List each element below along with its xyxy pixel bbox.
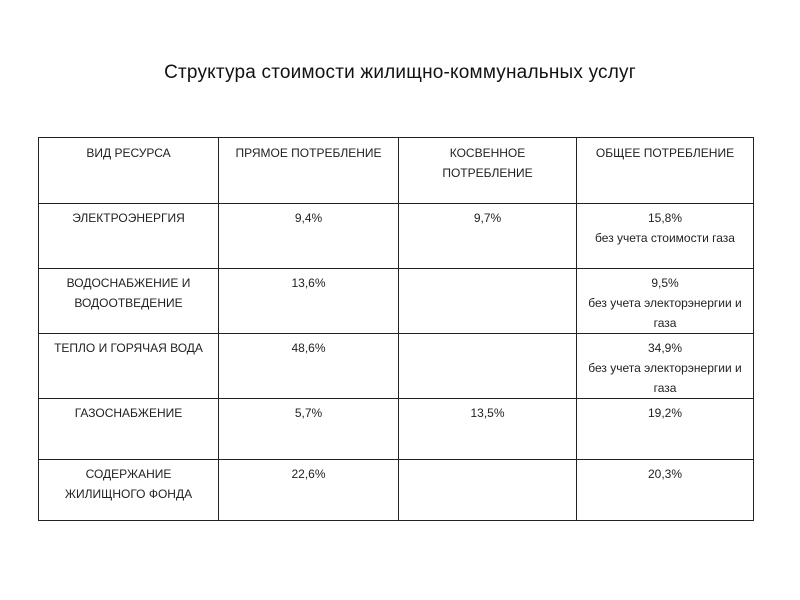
cell-direct: 13,6% [219, 269, 399, 334]
cell-total [577, 269, 754, 334]
cell-resource: СОДЕРЖАНИЕ ЖИЛИЩНОГО ФОНДА [39, 460, 219, 521]
cell-total-value: 20,3% [647, 467, 683, 481]
header-direct-consumption: ПРЯМОЕ ПОТРЕБЛЕНИЕ [219, 138, 399, 204]
cost-structure-table [38, 137, 754, 521]
cell-indirect [399, 269, 577, 334]
cell-direct: 5,7% [219, 399, 399, 460]
cell-total [577, 460, 754, 521]
cell-total [577, 334, 754, 399]
cell-total-value: 19,2% [647, 406, 683, 420]
cell-direct: 9,4% [219, 204, 399, 269]
cell-indirect [399, 334, 577, 399]
table-row [39, 269, 754, 334]
cell-total-value: 9,5% [651, 276, 679, 290]
cell-resource: ВОДОСНАБЖЕНИЕ И ВОДООТВЕДЕНИЕ [39, 269, 219, 334]
table-header-row [39, 138, 754, 204]
cell-total [577, 204, 754, 269]
header-total-consumption: ОБЩЕЕ ПОТРЕБЛЕНИЕ [577, 138, 754, 204]
cell-total-value: 34,9% [647, 341, 683, 355]
cell-resource: ТЕПЛО И ГОРЯЧАЯ ВОДА [39, 334, 219, 399]
header-indirect-consumption: КОСВЕННОЕ ПОТРЕБЛЕНИЕ [399, 138, 577, 204]
cell-total-value: 15,8% [647, 211, 683, 225]
slide-title: Структура стоимости жилищно-коммунальных услуг [164, 62, 636, 83]
cell-resource: ГАЗОСНАБЖЕНИЕ [39, 399, 219, 460]
table-row [39, 460, 754, 521]
cell-total [577, 399, 754, 460]
cell-direct: 22,6% [219, 460, 399, 521]
table-row [39, 399, 754, 460]
table-row [39, 204, 754, 269]
cell-indirect [399, 460, 577, 521]
header-resource-type: ВИД РЕСУРСА [39, 138, 219, 204]
cell-total-note: без учета электорэнергии и газа [588, 296, 742, 330]
cell-direct: 48,6% [219, 334, 399, 399]
cell-total-note: без учета стоимости газа [595, 231, 735, 245]
table-row [39, 334, 754, 399]
cell-resource: ЭЛЕКТРОЭНЕРГИЯ [39, 204, 219, 269]
cell-indirect: 13,5% [399, 399, 577, 460]
cell-indirect: 9,7% [399, 204, 577, 269]
cell-total-note: без учета электорэнергии и газа [588, 361, 742, 395]
